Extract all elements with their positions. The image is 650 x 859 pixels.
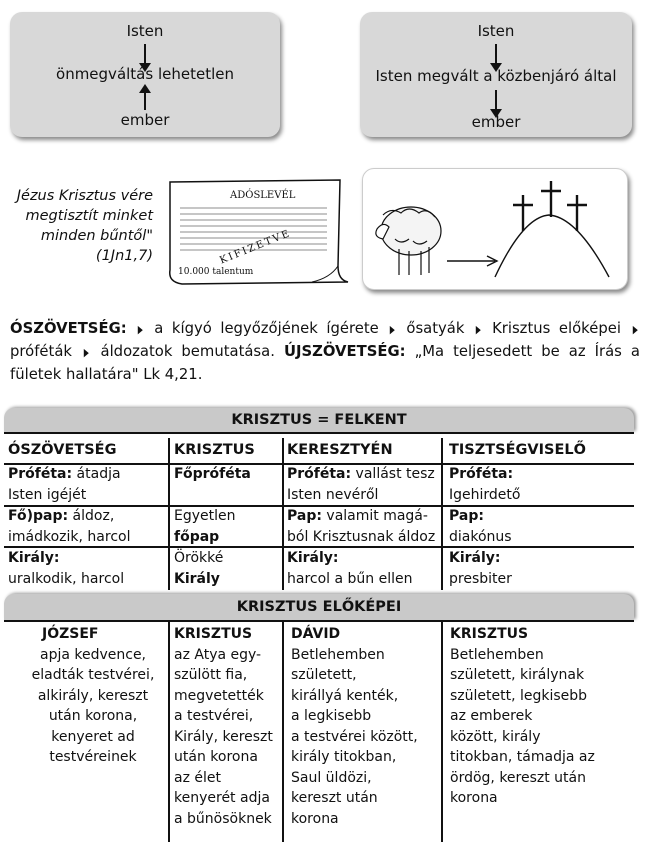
triangle-bullet-icon: ▶ <box>137 323 143 336</box>
lamb-icon <box>376 207 441 275</box>
table1-cell <box>287 464 435 505</box>
table1-cell <box>8 506 130 547</box>
debt-document-illustration <box>162 178 352 286</box>
prefigure-line: kenyeret ad <box>51 728 135 745</box>
cell-text: ból Krisztusnak áldoz <box>287 528 436 545</box>
diagram-left-bottom: ember <box>120 111 170 129</box>
document-title: ADÓSLEVÉL <box>230 190 296 201</box>
prefigure-line: született, legkisebb <box>450 687 588 704</box>
cell-bold: Király: <box>449 550 501 566</box>
new-testament-label: ÚJSZÖVETSÉG: <box>283 343 406 360</box>
diagram-right-bottom: ember <box>471 113 521 131</box>
table1-header: ÓSZÖVETSÉG <box>8 442 117 458</box>
prefigure-column <box>291 624 418 829</box>
table1-header: KERESZTYÉN <box>287 442 393 458</box>
arrow-up-icon <box>144 92 146 110</box>
diagram-left-middle: önmegváltás lehetetlen <box>56 65 234 83</box>
diagram-left-box <box>10 12 280 137</box>
prefigure-line: a testvérei között, <box>291 728 418 745</box>
prefigure-line: korona <box>450 790 498 806</box>
prefigure-line: alkirály, kereszt <box>37 687 149 704</box>
cell-text: presbiter <box>449 570 512 587</box>
prefigure-line: született, királynak <box>450 667 585 683</box>
table1-divider <box>282 438 284 590</box>
prefigure-line: apja kedvence, <box>39 646 147 663</box>
prefigure-line: Saul üldözi, <box>291 769 372 786</box>
table2-divider <box>168 622 170 842</box>
table1-divider <box>441 438 443 590</box>
prefigure-line: Betlehemben <box>450 646 544 663</box>
table2-divider <box>282 622 284 842</box>
verse-quote <box>0 186 153 266</box>
prefigure-line: testvéreinek <box>49 749 137 765</box>
cell-text: átadja <box>72 466 121 482</box>
table1-cell <box>449 506 512 547</box>
new-testament-text: „Ma teljesedett be az Írás a fületek hallatára" Lk 4,21. <box>10 343 640 383</box>
cell-bold: Fő)pap: <box>8 508 69 524</box>
cell-text: áldoz, <box>68 508 115 524</box>
lamb-crosses-illustration <box>363 169 627 289</box>
table1-cell <box>449 464 520 505</box>
prefigure-line: született, <box>291 667 357 683</box>
cell-bold: Pap: <box>287 508 322 524</box>
table2-divider <box>441 622 443 842</box>
diagram-right-box <box>360 12 632 137</box>
prefigure-line: az emberek <box>450 708 533 724</box>
old-testament-label: ÓSZÖVETSÉG: <box>10 320 127 337</box>
cell-bold: Király <box>174 570 220 587</box>
cell-bold: főpap <box>174 528 220 545</box>
cell-text: diakónus <box>449 528 512 545</box>
prefigure-line: az élet <box>174 769 221 786</box>
paragraph-item: a kígyó legyőzőjének ígérete <box>154 320 379 337</box>
prefigure-column <box>174 624 273 829</box>
arrow-down-icon <box>495 44 497 64</box>
prefigure-line: a testvérei, <box>174 708 254 724</box>
cell-text: Egyetlen <box>174 508 236 524</box>
diagram-right-middle: Isten megvált a közbenjáró által <box>375 67 617 85</box>
verse-line: minden bűntől" <box>40 228 153 244</box>
table2-header-line <box>4 620 634 622</box>
table1-header-line <box>4 432 634 434</box>
prefigure-line: korona <box>291 810 339 827</box>
cell-bold: Király: <box>8 550 60 566</box>
arrow-right-icon <box>447 256 497 266</box>
prefigure-line: között, király <box>450 728 541 745</box>
cell-text: harcol a bűn ellen <box>287 570 413 587</box>
table1-cell <box>174 464 251 485</box>
hill-icon <box>495 215 609 277</box>
table1-cell <box>449 548 512 589</box>
table1-header: TISZTSÉGVISELŐ <box>449 442 586 458</box>
arrow-down-icon <box>495 90 497 110</box>
prefigure-line: eladták testvérei, <box>31 667 155 683</box>
prefigure-line: király titokban, <box>291 749 397 765</box>
cell-text: Örökké <box>174 550 224 566</box>
table1-title: KRISZTUS = FELKENT <box>4 408 634 432</box>
prefigure-line: az Atya egy- <box>174 646 262 663</box>
arrow-down-icon <box>144 44 146 64</box>
cell-bold: Király: <box>287 550 339 566</box>
cell-bold: Próféta: <box>287 466 352 482</box>
triangle-bullet-icon: ▶ <box>83 346 89 359</box>
testament-paragraph <box>10 318 640 386</box>
prefigure-line: után korona, <box>48 708 138 724</box>
table2-title: KRISZTUS ELŐKÉPEI <box>4 594 634 620</box>
table1-cell <box>287 506 435 547</box>
prefigure-line: a bűnösöknek <box>174 810 272 827</box>
cell-bold: Próféta: <box>8 466 73 482</box>
cell-text: Isten nevéről <box>287 486 379 503</box>
cell-text: Isten igéjét <box>8 486 87 503</box>
diagram-left-top: Isten <box>126 22 164 40</box>
table1-cell <box>8 464 121 505</box>
cell-bold: Próféta: <box>449 466 514 482</box>
table1-divider <box>168 438 170 590</box>
lamb-crosses-box <box>362 168 628 290</box>
cell-bold: Pap: <box>449 508 484 524</box>
paragraph-item: áldozatok bemutatása. <box>100 343 275 360</box>
table1-cell <box>174 506 236 547</box>
prefigure-line: Betlehemben <box>291 646 385 663</box>
table1-cell <box>287 548 413 589</box>
prefigure-line: ördög, kereszt után <box>450 769 586 786</box>
cell-bold: Főpróféta <box>174 466 251 482</box>
prefigure-line: szülött fia, <box>174 667 248 683</box>
triangle-bullet-icon: ▶ <box>475 323 481 336</box>
document-stamp: KIFIZETVE <box>218 227 293 267</box>
table1-cell <box>8 548 124 589</box>
prefigure-line: megvetették <box>174 687 264 704</box>
prefigure-line: titokban, támadja az <box>450 749 595 765</box>
cell-text: uralkodik, harcol <box>8 570 125 587</box>
document-amount: 10.000 talentum <box>178 267 254 277</box>
prefigure-line: királlyá kenték, <box>291 687 399 704</box>
cell-text: Igehirdető <box>449 486 521 503</box>
prefigure-column <box>450 624 595 809</box>
triangle-bullet-icon: ▶ <box>632 323 638 336</box>
triangle-bullet-icon: ▶ <box>390 323 396 336</box>
paragraph-item: Krisztus előképei <box>492 320 621 337</box>
prefigure-title: JÓZSEF <box>42 626 99 642</box>
verse-line: megtisztít minket <box>25 208 153 224</box>
prefigure-title: KRISZTUS <box>174 626 253 642</box>
prefigure-line: Király, kereszt <box>174 728 273 745</box>
verse-reference: (1Jn1,7) <box>95 248 153 264</box>
verse-line: Jézus Krisztus vére <box>16 188 153 204</box>
paragraph-item: próféták <box>10 343 72 360</box>
cell-text: imádkozik, harcol <box>8 528 131 545</box>
cell-text: valamit magá- <box>321 508 428 524</box>
prefigure-line: a legkisebb <box>291 708 372 724</box>
prefigure-title: KRISZTUS <box>450 626 529 642</box>
table1-header: KRISZTUS <box>174 442 255 458</box>
paragraph-item: ősatyák <box>406 320 465 337</box>
prefigure-title: DÁVID <box>291 626 341 642</box>
prefigure-line: kereszt után <box>291 790 378 806</box>
cell-text: vallást tesz <box>351 466 435 482</box>
christ-anointed-table <box>4 408 634 846</box>
prefigure-line: kenyerét adja <box>174 790 270 806</box>
prefigure-column <box>18 624 168 768</box>
table1-cell <box>174 548 223 589</box>
prefigure-line: után korona <box>174 749 258 765</box>
diagram-right-top: Isten <box>477 22 515 40</box>
